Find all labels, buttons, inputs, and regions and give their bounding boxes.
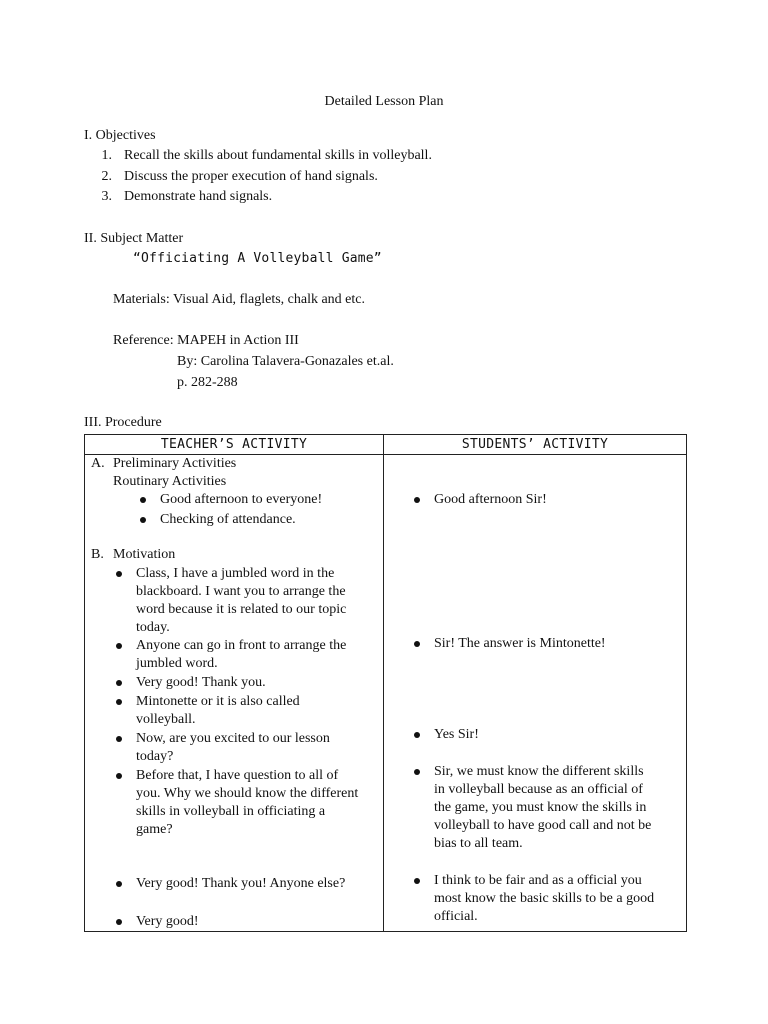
teacher-line: word because it is related to our topic — [136, 602, 347, 617]
teacher-line: Very good! Thank you. — [136, 675, 266, 690]
bullet-icon — [140, 517, 146, 523]
teacher-line: Anyone can go in front to arrange the — [136, 638, 347, 653]
bullet-icon — [414, 641, 420, 647]
student-line: I think to be fair and as a official you — [434, 873, 642, 888]
student-line: Sir, we must know the different skills — [434, 764, 644, 779]
reference-pages: p. 282-288 — [177, 375, 238, 390]
teacher-activity-header: TEACHER’S ACTIVITY — [85, 435, 384, 455]
teacher-line: Now, are you excited to our lesson — [136, 731, 330, 746]
student-line: the game, you must know the skills in — [434, 800, 647, 815]
bullet-icon — [116, 881, 122, 887]
bullet-icon — [116, 571, 122, 577]
reference-author: By: Carolina Talavera-Gonazales et.al. — [177, 354, 394, 369]
section-title: Preliminary Activities — [113, 456, 237, 471]
objectives-heading: I. Objectives — [84, 128, 156, 143]
teacher-line: Class, I have a jumbled word in the — [136, 566, 335, 581]
teacher-line: today? — [136, 749, 174, 764]
teacher-line: Good afternoon to everyone! — [160, 492, 323, 507]
teacher-line: today. — [136, 620, 170, 635]
students-activity-header: STUDENTS’ ACTIVITY — [384, 435, 687, 455]
bullet-icon — [116, 680, 122, 686]
students-activity-cell — [384, 455, 687, 932]
materials-text: Materials: Visual Aid, flaglets, chalk and etc. — [113, 292, 365, 307]
bullet-icon — [414, 878, 420, 884]
student-line: Sir! The answer is Mintonette! — [434, 636, 606, 651]
student-line: in volleyball because as an official of — [434, 782, 643, 797]
teacher-line: Very good! — [136, 914, 199, 929]
student-line: Yes Sir! — [434, 727, 479, 742]
teacher-activity-cell — [85, 455, 384, 932]
teacher-line: volleyball. — [136, 712, 196, 727]
section-label: A. — [91, 456, 105, 471]
subsection-title: Routinary Activities — [113, 474, 227, 489]
bullet-icon — [414, 497, 420, 503]
teacher-line: you. Why we should know the different — [136, 786, 359, 801]
teacher-line: Before that, I have question to all of — [136, 768, 339, 783]
document-title: Detailed Lesson Plan — [324, 94, 444, 109]
student-line: Good afternoon Sir! — [434, 492, 547, 507]
student-line: bias to all team. — [434, 836, 523, 851]
teacher-line: skills in volleyball in officiating a — [136, 804, 326, 819]
objective-item: Discuss the proper execution of hand signals. — [124, 169, 378, 184]
teacher-line: Mintonette or it is also called — [136, 694, 300, 709]
bullet-icon — [116, 643, 122, 649]
section-label: B. — [91, 547, 104, 562]
bullet-icon — [116, 699, 122, 705]
objective-number: 3. — [101, 189, 112, 204]
teacher-line: jumbled word. — [136, 656, 218, 671]
student-line: official. — [434, 909, 478, 924]
bullet-icon — [414, 732, 420, 738]
teacher-line: blackboard. I want you to arrange the — [136, 584, 346, 599]
teacher-line: game? — [136, 822, 173, 837]
procedure-heading: III. Procedure — [84, 415, 162, 430]
bullet-icon — [116, 736, 122, 742]
bullet-icon — [116, 773, 122, 779]
bullet-icon — [414, 769, 420, 775]
teacher-line: Very good! Thank you! Anyone else? — [136, 876, 346, 891]
bullet-icon — [140, 497, 146, 503]
bullet-icon — [116, 919, 122, 925]
objective-item: Demonstrate hand signals. — [124, 189, 273, 204]
objective-item: Recall the skills about fundamental skills in volleyball. — [124, 148, 432, 163]
subject-topic: “Officiating A Volleyball Game” — [133, 251, 382, 266]
reference-text: Reference: MAPEH in Action III — [113, 333, 299, 348]
subject-matter-heading: II. Subject Matter — [84, 231, 184, 246]
student-line: most know the basic skills to be a good — [434, 891, 655, 906]
teacher-line: Checking of attendance. — [160, 512, 296, 527]
objective-number: 1. — [101, 148, 112, 163]
objective-number: 2. — [101, 169, 112, 184]
student-line: volleyball to have good call and not be — [434, 818, 652, 833]
procedure-table — [84, 434, 687, 932]
section-title: Motivation — [113, 547, 176, 562]
